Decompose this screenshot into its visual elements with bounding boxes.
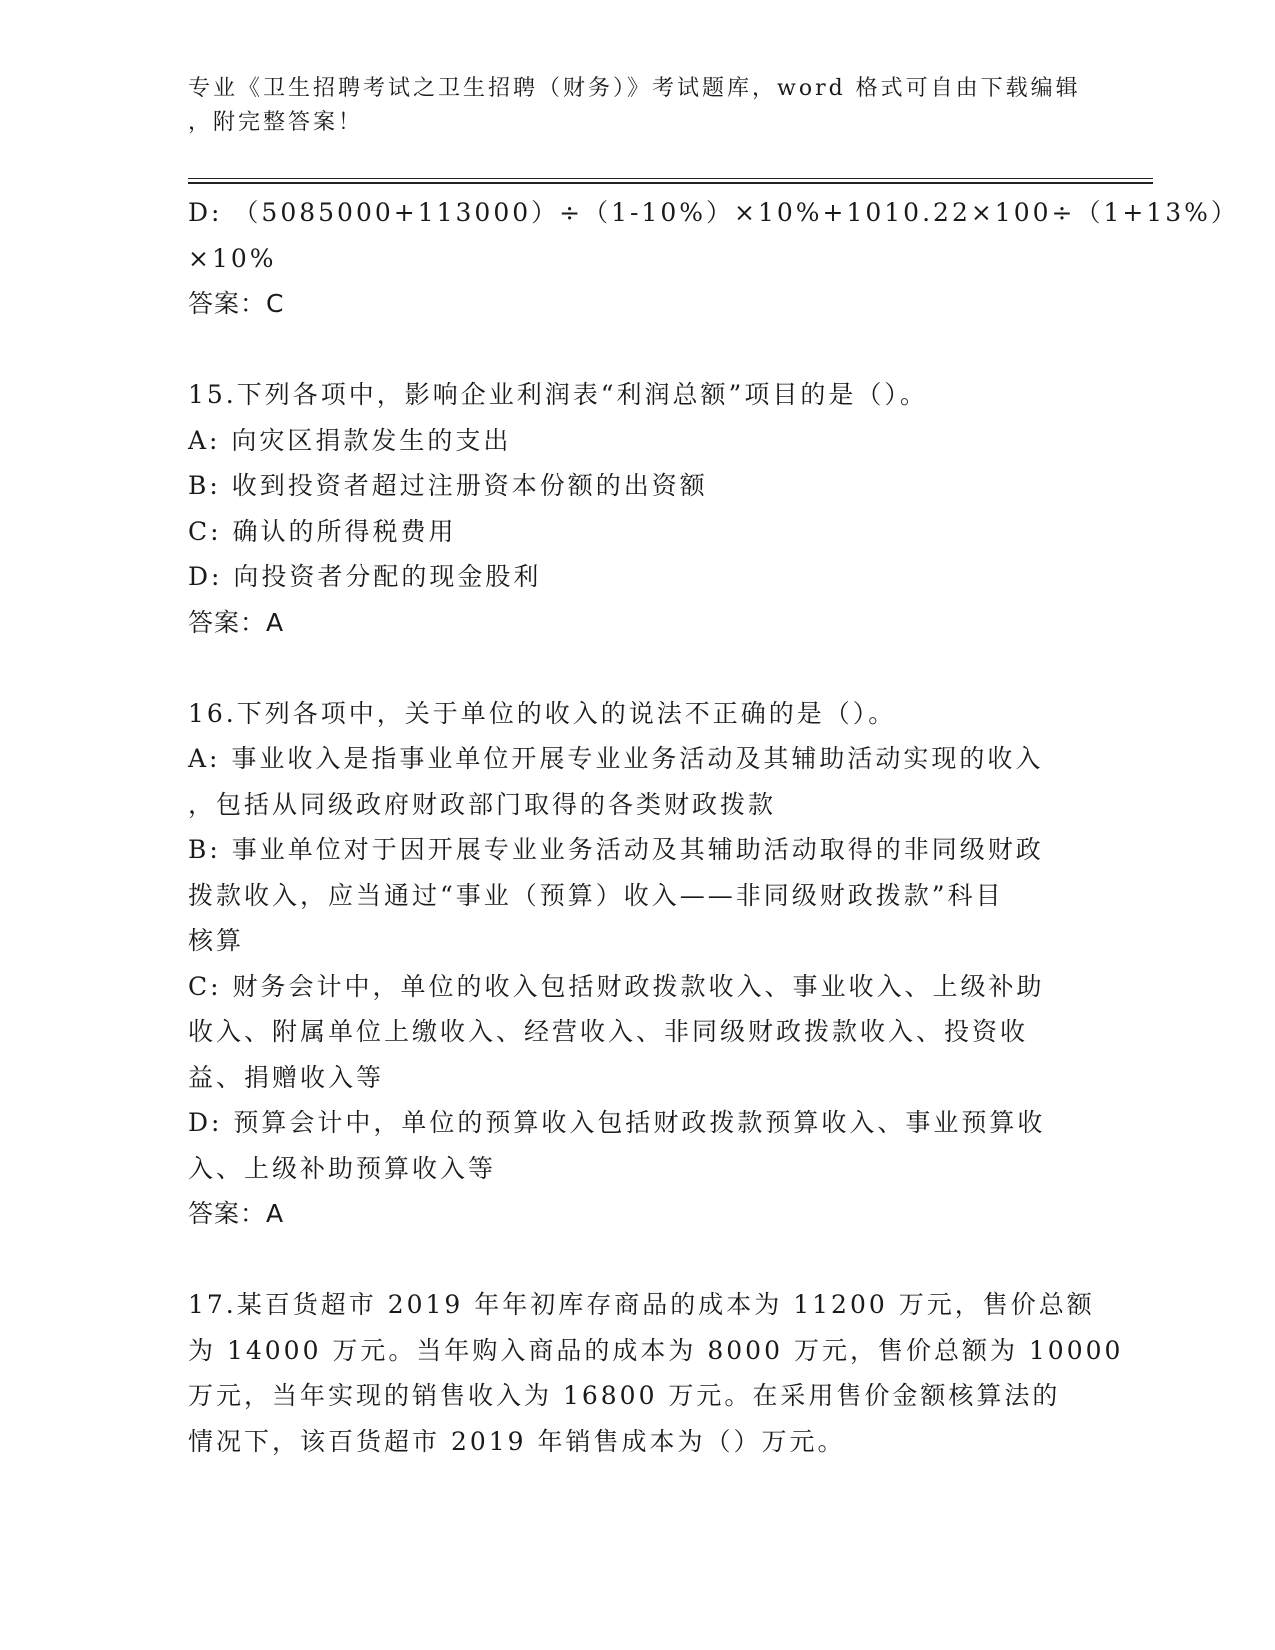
- q16-option-d-line-2: 入、上级补助预算收入等: [188, 1153, 497, 1183]
- q14-option-d-line-1: D: （5085000+113000）÷（1-10%）×10%+1010.22×100÷（1+13%）: [188, 198, 1239, 227]
- q15-question-text: 15.下列各项中，影响企业利润表“利润总额”项目的是（）。: [188, 380, 928, 409]
- q17-line-4: 情况下，该百货超市 2019 年销售成本为（）万元。: [188, 1426, 846, 1456]
- q15-option-a: A: 向灾区捐款发生的支出: [188, 425, 512, 455]
- question-16: [188, 691, 1078, 1237]
- spacer: [188, 1237, 1078, 1283]
- q17-line-1: 17.某百货超市 2019 年年初库存商品的成本为 11200 万元，售价总额: [188, 1290, 1095, 1319]
- q16-option-c-line-1: C: 财务会计中，单位的收入包括财政拨款收入、事业收入、上级补助: [188, 971, 1045, 1001]
- q16-option-a-line-2: ，包括从同级政府财政部门取得的各类财政拨款: [188, 789, 777, 819]
- q17-line-2: 为 14000 万元。当年购入商品的成本为 8000 万元，售价总额为 10000: [188, 1335, 1124, 1365]
- q16-option-c-line-3: 益、捐赠收入等: [188, 1062, 385, 1092]
- header-line-1: 专业《卫生招聘考试之卫生招聘（财务）》考试题库，word 格式可自由下载编辑: [188, 76, 1081, 101]
- q16-option-b-line-1: B: 事业单位对于因开展专业业务活动及其辅助活动取得的非同级财政: [188, 835, 1044, 864]
- question-14-continued: [188, 190, 1239, 327]
- q14-answer: 答案：C: [188, 289, 285, 318]
- q16-option-b-line-3: 核算: [188, 926, 245, 955]
- question-17: [188, 1282, 1124, 1464]
- q16-option-d-line-1: D: 预算会计中，单位的预算收入包括财政拨款预算收入、事业预算收: [188, 1108, 1046, 1137]
- document-body: [188, 190, 1239, 1464]
- q15-answer: 答案：A: [188, 607, 285, 637]
- header-divider-thick: [188, 182, 1153, 184]
- header-divider-thin: [188, 178, 1153, 179]
- q16-option-b-line-2: 拨款收入，应当通过“事业（预算）收入——非同级财政拨款”科目: [188, 880, 1004, 910]
- question-15: [188, 372, 1078, 645]
- spacer: [188, 327, 1078, 373]
- spacer: [188, 645, 1078, 691]
- q15-option-b: B: 收到投资者超过注册资本份额的出资额: [188, 471, 708, 500]
- q16-question-text: 16.下列各项中，关于单位的收入的说法不正确的是（）。: [188, 698, 897, 728]
- q17-line-3: 万元，当年实现的销售收入为 16800 万元。在采用售价金额核算法的: [188, 1381, 1061, 1410]
- q16-option-c-line-2: 收入、附属单位上缴收入、经营收入、非同级财政拨款收入、投资收: [188, 1017, 1029, 1046]
- q16-option-a-line-1: A: 事业收入是指事业单位开展专业业务活动及其辅助活动实现的收入: [188, 744, 1044, 773]
- q15-option-d: D: 向投资者分配的现金股利: [188, 562, 542, 591]
- q15-option-c: C: 确认的所得税费用: [188, 516, 457, 546]
- q16-answer: 答案：A: [188, 1199, 285, 1228]
- header-line-2: ，附完整答案！: [188, 110, 364, 135]
- document-header: [188, 72, 1081, 140]
- q14-option-d-line-2: ×10%: [188, 243, 277, 273]
